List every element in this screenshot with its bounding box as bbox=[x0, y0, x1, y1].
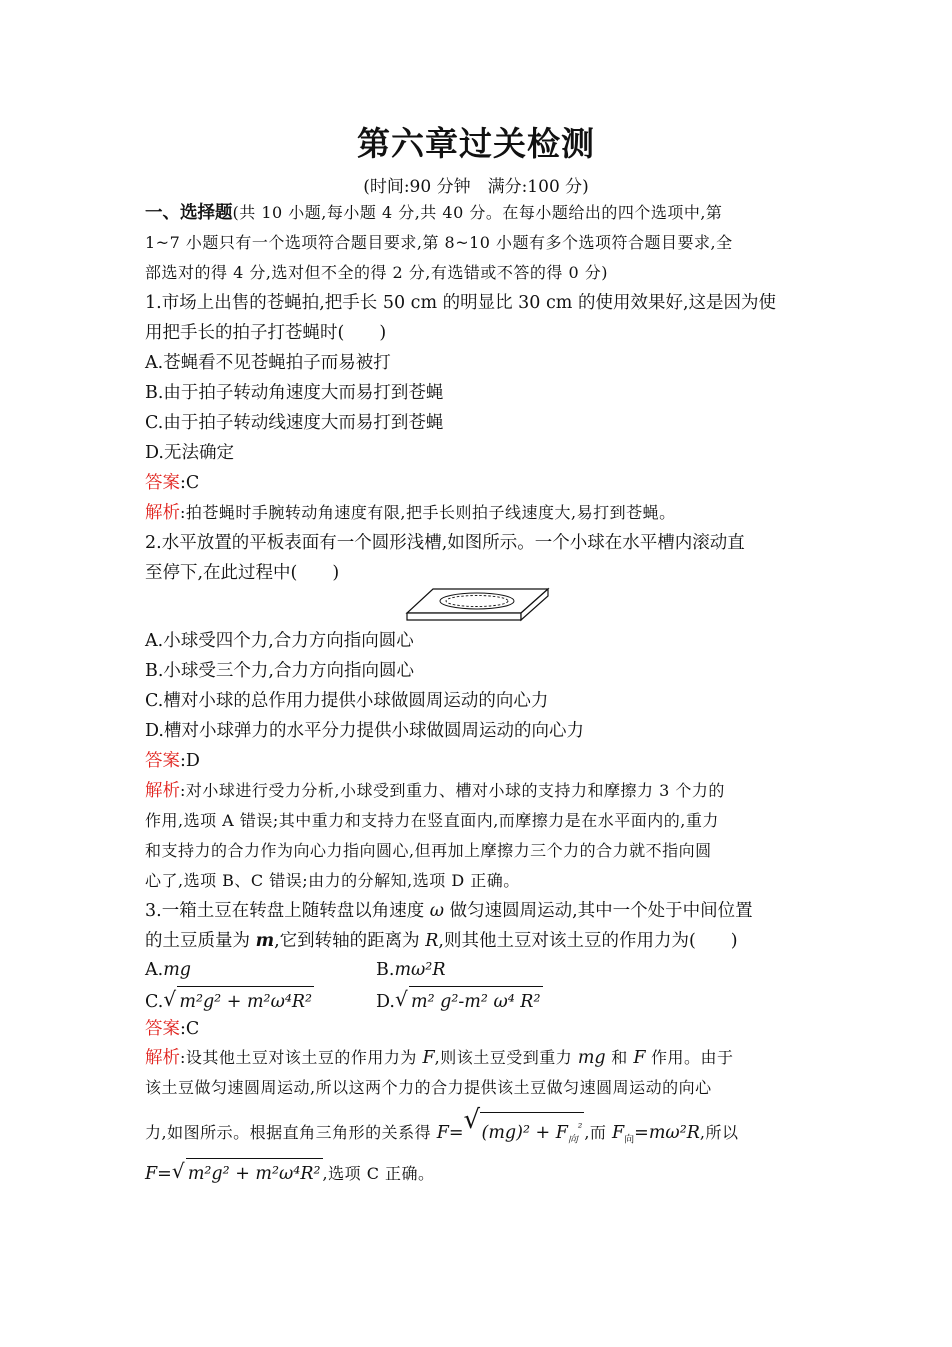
q3-option-c bbox=[145, 986, 314, 1017]
q3-analysis-label: 解析 bbox=[145, 1048, 180, 1068]
section-intro-line-1 bbox=[145, 198, 722, 228]
q1-stem-line-1: 1.市场上出售的苍蝇拍,把手长 50 cm 的明显比 30 cm 的使用效果好,这是因为使 bbox=[145, 293, 777, 313]
q1-analysis-text: :拍苍蝇时手腕转动角速度有限,把手长则拍子线速度大,易打到苍蝇。 bbox=[180, 503, 676, 522]
q3-option-b-expr: mω²R bbox=[394, 960, 446, 980]
q3-analysis-line-1 bbox=[145, 1043, 734, 1073]
q2-stem-line-2: 至停下,在此过程中( ) bbox=[145, 563, 340, 583]
q3-option-c-prefix: C. bbox=[145, 992, 164, 1012]
q3-stem-text: 3.一箱土豆在转盘上随转盘以角速度 bbox=[145, 901, 430, 921]
q3-option-d-sqrt: √ m² g²-m² ω⁴ R² bbox=[395, 986, 543, 1017]
q3-stem-text: 做匀速圆周运动,其中一个处于中间位置 bbox=[444, 901, 753, 921]
q2-analysis-line-4: 心了,选项 B、C 错误;由力的分解知,选项 D 正确。 bbox=[145, 871, 520, 890]
section-intro-line-2: 1~7 小题只有一个选项符合题目要求,第 8~10 小题有多个选项符合题目要求,全 bbox=[145, 233, 733, 252]
q2-analysis-line-1 bbox=[145, 776, 725, 806]
q2-analysis-label: 解析 bbox=[145, 781, 180, 801]
q3-analysis-text: 力,如图所示。根据直角三角形的关系得 bbox=[145, 1123, 437, 1142]
section-intro-line-3: 部选对的得 4 分,选对但不全的得 2 分,有选错或不答的得 0 分) bbox=[145, 263, 608, 282]
q3-answer bbox=[145, 1014, 199, 1044]
q3-radius-symbol: R bbox=[425, 931, 439, 951]
q1-option-c: C.由于拍子转动线速度大而易打到苍蝇 bbox=[145, 413, 444, 433]
q2-option-c: C.槽对小球的总作用力提供小球做圆周运动的向心力 bbox=[145, 691, 549, 711]
q3-analysis-symbol: F bbox=[633, 1048, 646, 1068]
q3-analysis-text: ,选项 C 正确。 bbox=[322, 1164, 435, 1183]
q3-analysis-text: ,则该土豆受到重力 bbox=[434, 1048, 578, 1067]
q3-analysis-sqrt-2: √ m²g² + m²ω⁴R² bbox=[172, 1158, 323, 1189]
q3-option-d-expr: m² g²-m² ω⁴ R² bbox=[409, 986, 543, 1017]
q3-analysis-sup: ² bbox=[577, 1121, 583, 1134]
q2-answer bbox=[145, 746, 200, 776]
q3-stem-text: ,则其他土豆对该土豆的作用力为( ) bbox=[438, 931, 738, 951]
q3-stem-text: 的土豆质量为 bbox=[145, 931, 256, 951]
page-subtitle: (时间:90 分钟 满分:100 分) bbox=[363, 177, 589, 197]
q3-option-c-sqrt: √ m²g² + m²ω⁴R² bbox=[163, 986, 314, 1017]
q1-answer-label: 答案 bbox=[145, 473, 180, 493]
q1-option-a: A.苍蝇看不见苍蝇拍子而易被打 bbox=[145, 353, 391, 373]
q1-answer bbox=[145, 468, 199, 498]
q3-stem-line-2 bbox=[145, 926, 738, 956]
section-intro-text-1: (共 10 小题,每小题 4 分,共 40 分。在每小题给出的四个选项中,第 bbox=[232, 203, 723, 222]
q3-option-b bbox=[376, 955, 446, 985]
q3-analysis-text: ,而 bbox=[584, 1123, 613, 1142]
q3-option-a-prefix: A. bbox=[145, 960, 164, 980]
q2-stem-line-1: 2.水平放置的平板表面有一个圆形浅槽,如图所示。一个小球在水平槽内滚动直 bbox=[145, 533, 745, 553]
q3-analysis-expr: =mω²R bbox=[634, 1123, 700, 1143]
q2-analysis-text-1: :对小球进行受力分析,小球受到重力、槽对小球的支持力和摩擦力 3 个力的 bbox=[180, 781, 725, 800]
q3-option-d-prefix: D. bbox=[376, 992, 395, 1012]
q2-answer-label: 答案 bbox=[145, 751, 180, 771]
q3-analysis-text: ,所以 bbox=[699, 1123, 739, 1142]
q3-analysis-text: :设其他土豆对该土豆的作用力为 bbox=[180, 1048, 423, 1067]
q1-analysis-label: 解析 bbox=[145, 503, 180, 523]
q2-plate-figure bbox=[405, 587, 550, 625]
q1-analysis bbox=[145, 498, 676, 528]
q1-option-b: B.由于拍子转动角速度大而易打到苍蝇 bbox=[145, 383, 444, 403]
q3-analysis-text: 和 bbox=[605, 1048, 634, 1067]
q1-answer-value: :C bbox=[180, 473, 200, 493]
q3-analysis-line-3 bbox=[145, 1105, 739, 1156]
q3-mass-symbol: m bbox=[255, 931, 275, 951]
q2-analysis-line-2: 作用,选项 A 错误;其中重力和支持力在竖直面内,而摩擦力是在水平面内的,重力 bbox=[145, 811, 719, 830]
q3-option-a bbox=[145, 960, 191, 980]
q3-analysis-sub: 向 bbox=[567, 1134, 578, 1146]
q3-stem-text: ,它到转轴的距离为 bbox=[274, 931, 426, 951]
q3-analysis-sub: 向 bbox=[624, 1134, 635, 1146]
q3-option-a-expr: mg bbox=[163, 960, 191, 980]
q3-answer-value: :C bbox=[180, 1019, 200, 1039]
q3-analysis-text: 作用。由于 bbox=[645, 1048, 734, 1067]
q1-option-d: D.无法确定 bbox=[145, 443, 234, 463]
q3-option-d bbox=[376, 986, 543, 1017]
q3-omega: ω bbox=[429, 901, 445, 921]
q3-answer-label: 答案 bbox=[145, 1019, 180, 1039]
q3-analysis-expr: m²g² + m²ω⁴R² bbox=[186, 1158, 323, 1189]
q2-answer-value: :D bbox=[180, 751, 200, 771]
q3-analysis-symbol: F bbox=[612, 1123, 625, 1143]
q2-option-a: A.小球受四个力,合力方向指向圆心 bbox=[145, 631, 414, 651]
q2-option-b: B.小球受三个力,合力方向指向圆心 bbox=[145, 661, 414, 681]
q2-analysis-line-3: 和支持力的合力作为向心力指向圆心,但再加上摩擦力三个力的合力就不指向圆 bbox=[145, 841, 712, 860]
q2-option-d: D.槽对小球弹力的水平分力提供小球做圆周运动的向心力 bbox=[145, 721, 584, 741]
q3-analysis-line-2: 该土豆做匀速圆周运动,所以这两个力的合力提供该土豆做匀速圆周运动的向心 bbox=[145, 1078, 712, 1097]
q3-analysis-symbol: mg bbox=[577, 1048, 606, 1068]
section-heading: 一、选择题 bbox=[145, 203, 233, 223]
q1-stem-line-2: 用把手长的拍子打苍蝇时( ) bbox=[145, 323, 387, 343]
q3-analysis-symbol: F bbox=[422, 1048, 435, 1068]
q3-analysis-symbol: F= bbox=[145, 1164, 172, 1184]
q3-options-row-1 bbox=[145, 955, 191, 985]
q3-stem-line-1 bbox=[145, 896, 753, 926]
page-title: 第六章过关检测 bbox=[357, 124, 595, 163]
q3-analysis-line-4 bbox=[145, 1158, 435, 1189]
q3-analysis-expr: (mg)² + F bbox=[481, 1123, 568, 1143]
q3-option-c-expr: m²g² + m²ω⁴R² bbox=[177, 986, 314, 1017]
q3-analysis-sqrt: √ $(mg)^2 + F_向^{^2}$ bbox=[464, 1112, 585, 1156]
q3-option-b-prefix: B. bbox=[376, 960, 395, 980]
q3-analysis-symbol: F= bbox=[436, 1123, 464, 1143]
